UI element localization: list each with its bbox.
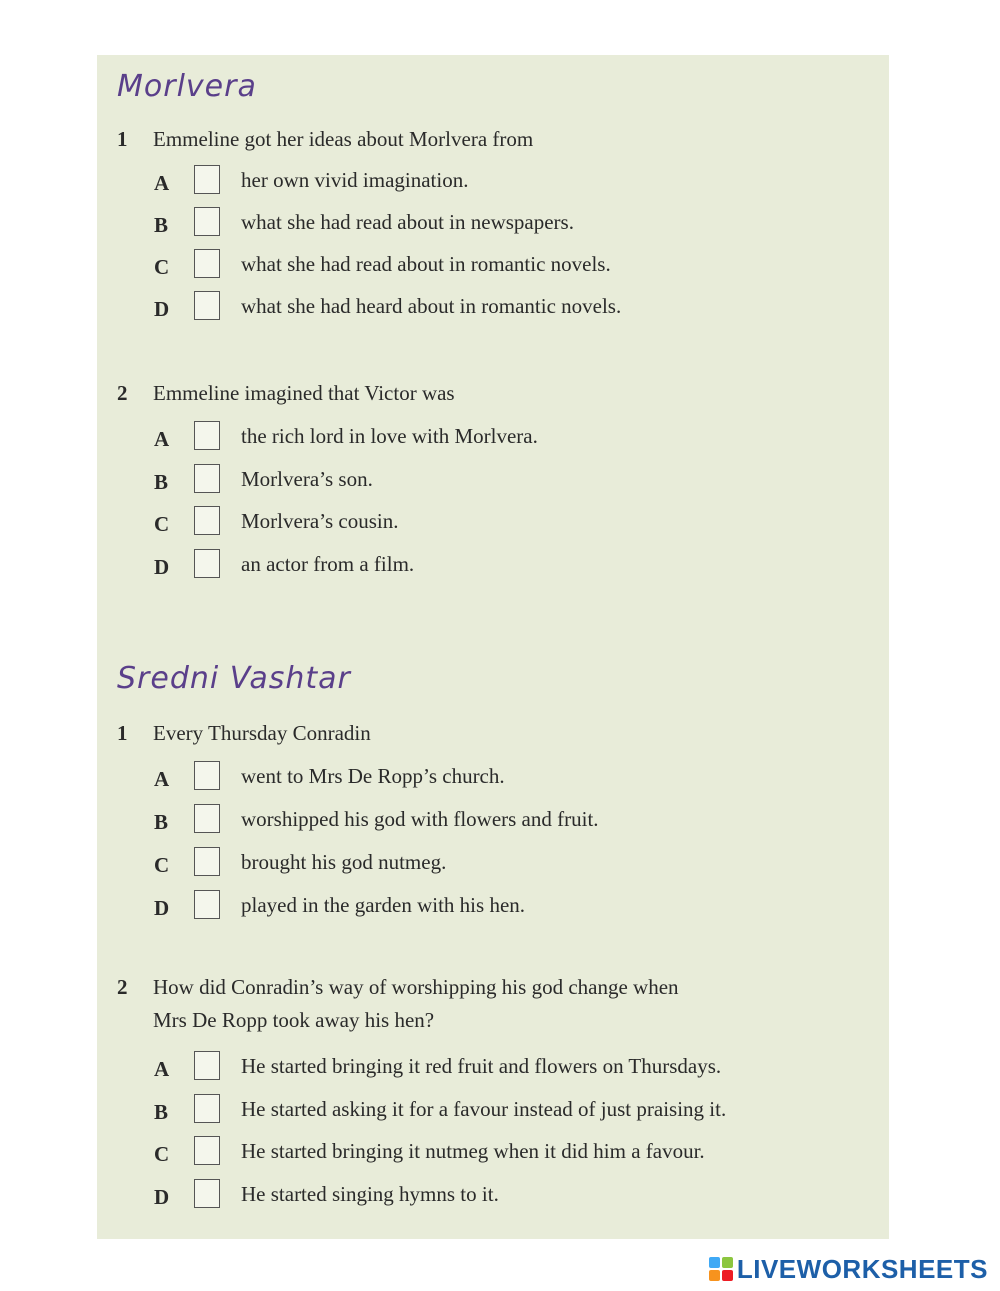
option-c bbox=[97, 1134, 889, 1174]
option-d bbox=[97, 547, 889, 587]
option-text: He started bringing it red fruit and flowers on Thursdays. bbox=[241, 1054, 722, 1078]
option-letter: D bbox=[154, 896, 170, 920]
logo-tile bbox=[709, 1257, 720, 1268]
answer-checkbox[interactable] bbox=[194, 1094, 220, 1123]
section-title: Morlvera bbox=[117, 69, 257, 104]
option-text: He started singing hymns to it. bbox=[241, 1182, 499, 1206]
liveworksheets-logo-icon bbox=[709, 1257, 733, 1281]
logo-tile bbox=[709, 1270, 720, 1281]
answer-checkbox[interactable] bbox=[194, 549, 220, 578]
option-a bbox=[97, 163, 889, 203]
option-b bbox=[97, 462, 889, 502]
question-text: Every Thursday Conradin bbox=[153, 721, 371, 745]
option-b bbox=[97, 205, 889, 245]
option-letter: C bbox=[154, 512, 170, 536]
worksheet-page bbox=[97, 55, 889, 1239]
logo-tile bbox=[722, 1257, 733, 1268]
option-letter: B bbox=[154, 213, 169, 237]
option-a bbox=[97, 1049, 889, 1089]
section-title: Sredni Vashtar bbox=[117, 661, 351, 696]
option-text: what she had heard about in romantic novels. bbox=[241, 294, 622, 318]
option-letter: A bbox=[154, 1057, 170, 1081]
answer-checkbox[interactable] bbox=[194, 890, 220, 919]
answer-checkbox[interactable] bbox=[194, 165, 220, 194]
answer-checkbox[interactable] bbox=[194, 291, 220, 320]
answer-checkbox[interactable] bbox=[194, 421, 220, 450]
question-text: Emmeline imagined that Victor was bbox=[153, 381, 455, 405]
question-number: 1 bbox=[117, 127, 128, 151]
option-a bbox=[97, 419, 889, 459]
option-letter: C bbox=[154, 255, 170, 279]
option-letter: D bbox=[154, 555, 170, 579]
option-c bbox=[97, 247, 889, 287]
question-text-line-1: How did Conradin’s way of worshipping his god change when bbox=[153, 975, 679, 999]
option-d bbox=[97, 289, 889, 329]
answer-checkbox[interactable] bbox=[194, 1051, 220, 1080]
option-text: her own vivid imagination. bbox=[241, 168, 469, 192]
answer-checkbox[interactable] bbox=[194, 847, 220, 876]
answer-checkbox[interactable] bbox=[194, 506, 220, 535]
answer-checkbox[interactable] bbox=[194, 1136, 220, 1165]
answer-checkbox[interactable] bbox=[194, 464, 220, 493]
question-number: 1 bbox=[117, 721, 128, 745]
option-text: brought his god nutmeg. bbox=[241, 850, 447, 874]
option-text: an actor from a film. bbox=[241, 552, 415, 576]
logo-text: LIVEWORKSHEETS bbox=[736, 1253, 988, 1284]
answer-checkbox[interactable] bbox=[194, 804, 220, 833]
option-letter: A bbox=[154, 427, 170, 451]
option-b bbox=[97, 1092, 889, 1132]
option-text: worshipped his god with flowers and fruit. bbox=[241, 807, 599, 831]
liveworksheets-footer[interactable] bbox=[709, 1253, 988, 1285]
answer-checkbox[interactable] bbox=[194, 207, 220, 236]
option-letter: C bbox=[154, 1142, 170, 1166]
answer-checkbox[interactable] bbox=[194, 249, 220, 278]
option-letter: A bbox=[154, 171, 170, 195]
option-text: He started asking it for a favour instead of just praising it. bbox=[241, 1097, 727, 1121]
option-d bbox=[97, 888, 889, 928]
option-b bbox=[97, 802, 889, 842]
question-number: 2 bbox=[117, 975, 128, 999]
option-letter: D bbox=[154, 297, 170, 321]
option-d bbox=[97, 1177, 889, 1217]
option-letter: A bbox=[154, 767, 170, 791]
option-text: what she had read about in romantic novels. bbox=[241, 252, 611, 276]
option-c bbox=[97, 845, 889, 885]
answer-checkbox[interactable] bbox=[194, 1179, 220, 1208]
option-letter: C bbox=[154, 853, 170, 877]
option-text: Morlvera’s son. bbox=[241, 467, 373, 491]
question-text: Emmeline got her ideas about Morlvera from bbox=[153, 127, 534, 151]
option-text: went to Mrs De Ropp’s church. bbox=[241, 764, 505, 788]
option-letter: B bbox=[154, 810, 169, 834]
option-letter: B bbox=[154, 470, 169, 494]
option-a bbox=[97, 759, 889, 799]
option-text: Morlvera’s cousin. bbox=[241, 509, 399, 533]
option-text: played in the garden with his hen. bbox=[241, 893, 526, 917]
option-text: the rich lord in love with Morlvera. bbox=[241, 424, 538, 448]
option-letter: D bbox=[154, 1185, 170, 1209]
option-text: what she had read about in newspapers. bbox=[241, 210, 574, 234]
option-c bbox=[97, 504, 889, 544]
logo-tile bbox=[722, 1270, 733, 1281]
option-letter: B bbox=[154, 1100, 169, 1124]
question-text-line-2: Mrs De Ropp took away his hen? bbox=[153, 1008, 435, 1032]
answer-checkbox[interactable] bbox=[194, 761, 220, 790]
question-number: 2 bbox=[117, 381, 128, 405]
option-text: He started bringing it nutmeg when it did him a favour. bbox=[241, 1139, 705, 1163]
